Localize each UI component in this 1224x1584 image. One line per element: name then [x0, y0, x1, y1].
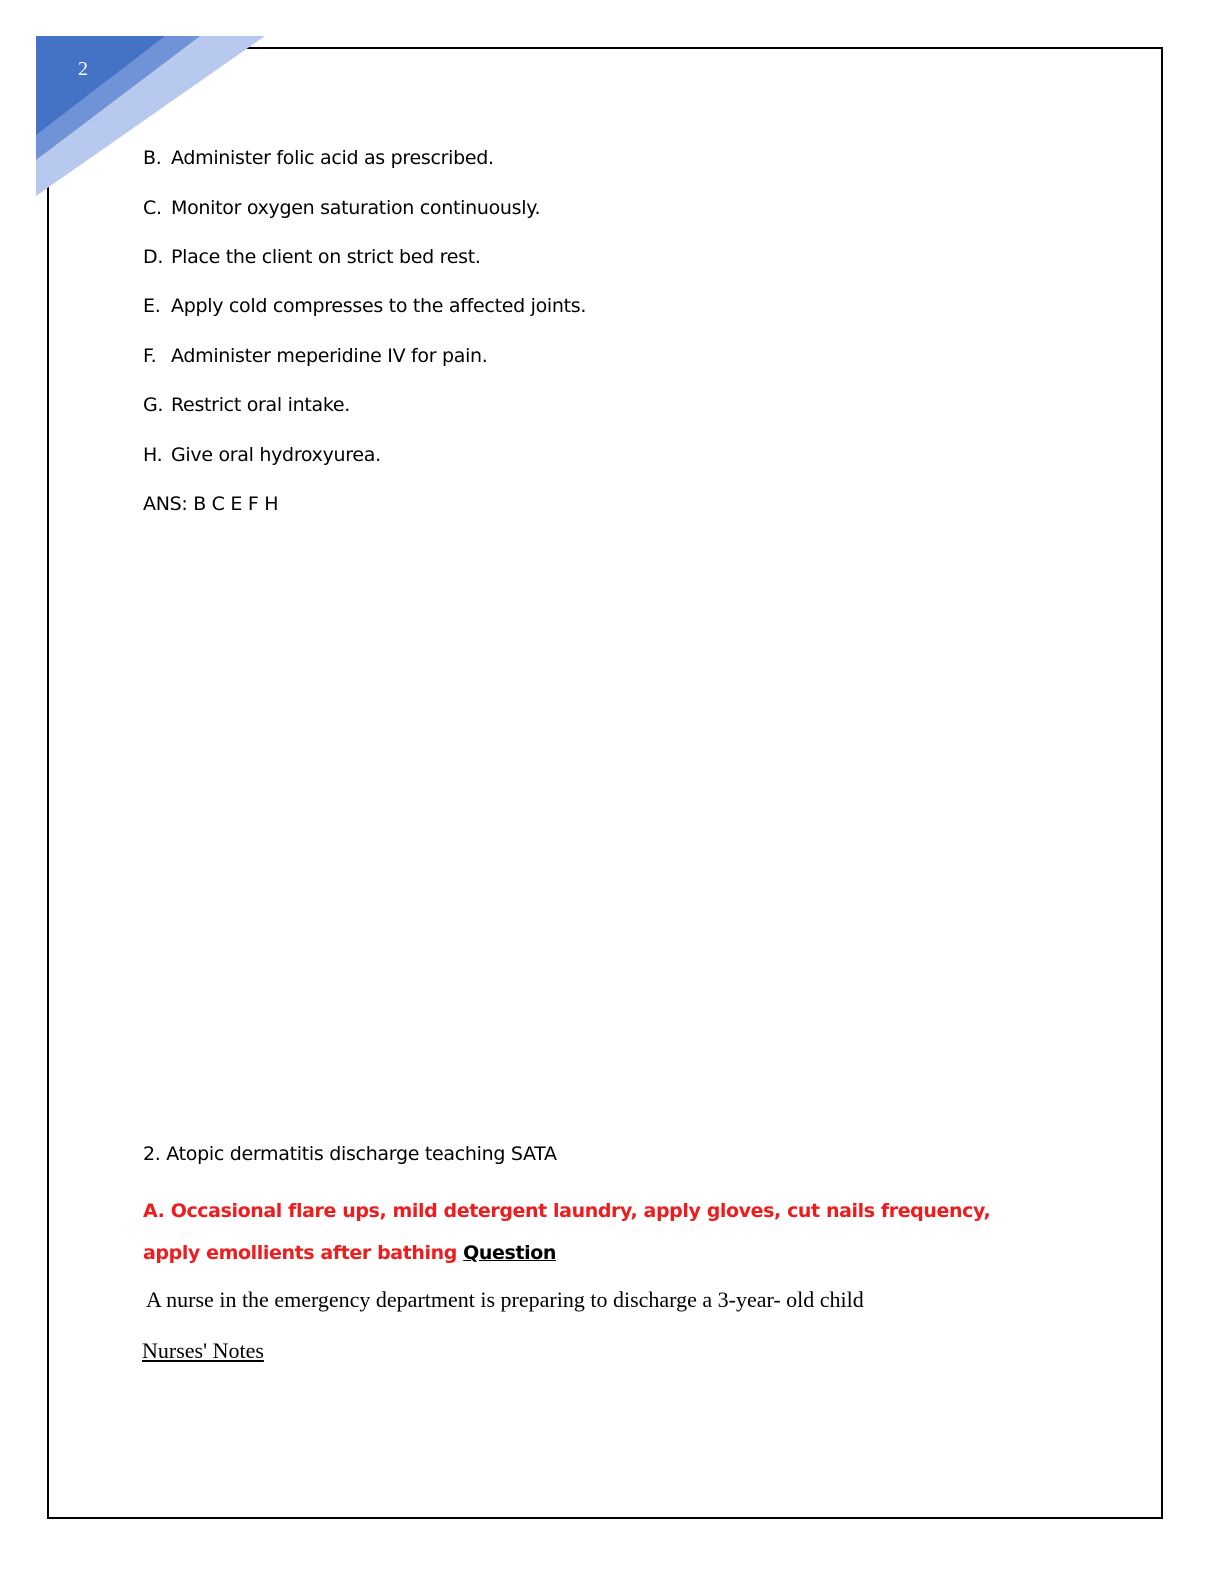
page-number: 2	[78, 58, 88, 80]
question-link[interactable]: Question	[463, 1242, 557, 1264]
option-letter: H.	[143, 444, 163, 466]
option-letter: G.	[143, 394, 164, 416]
option-text: Apply cold compresses to the affected joints.	[171, 295, 587, 317]
option-text: Administer meperidine IV for pain.	[171, 345, 488, 367]
option-text: Administer folic acid as prescribed.	[171, 147, 494, 169]
answer-text: A. Occasional flare ups, mild detergent laundry, apply gloves, cut nails frequency, apply emollients after bathing	[143, 1200, 991, 1264]
answer-line: ANS: B C E F H	[143, 493, 279, 515]
question-2-answer	[143, 1190, 1023, 1274]
scenario-text: A nurse in the emergency department is preparing to discharge a 3-year- old child	[146, 1287, 864, 1312]
option-h	[143, 443, 381, 467]
option-text: Restrict oral intake.	[171, 394, 350, 416]
question-2-title: 2. Atopic dermatitis discharge teaching SATA	[143, 1143, 557, 1165]
option-letter: F.	[143, 345, 157, 367]
corner-decoration	[0, 0, 300, 220]
option-g	[143, 393, 350, 417]
option-d	[143, 245, 481, 269]
option-letter: E.	[143, 295, 161, 317]
option-c	[143, 196, 540, 220]
option-text: Give oral hydroxyurea.	[171, 444, 381, 466]
option-letter: D.	[143, 246, 164, 268]
option-letter: C.	[143, 197, 162, 219]
option-letter: B.	[143, 147, 162, 169]
option-text: Monitor oxygen saturation continuously.	[171, 197, 541, 219]
option-text: Place the client on strict bed rest.	[171, 246, 481, 268]
option-f	[143, 344, 488, 368]
nurses-notes-heading: Nurses' Notes	[142, 1338, 264, 1363]
option-b	[143, 146, 494, 170]
option-e	[143, 294, 586, 318]
